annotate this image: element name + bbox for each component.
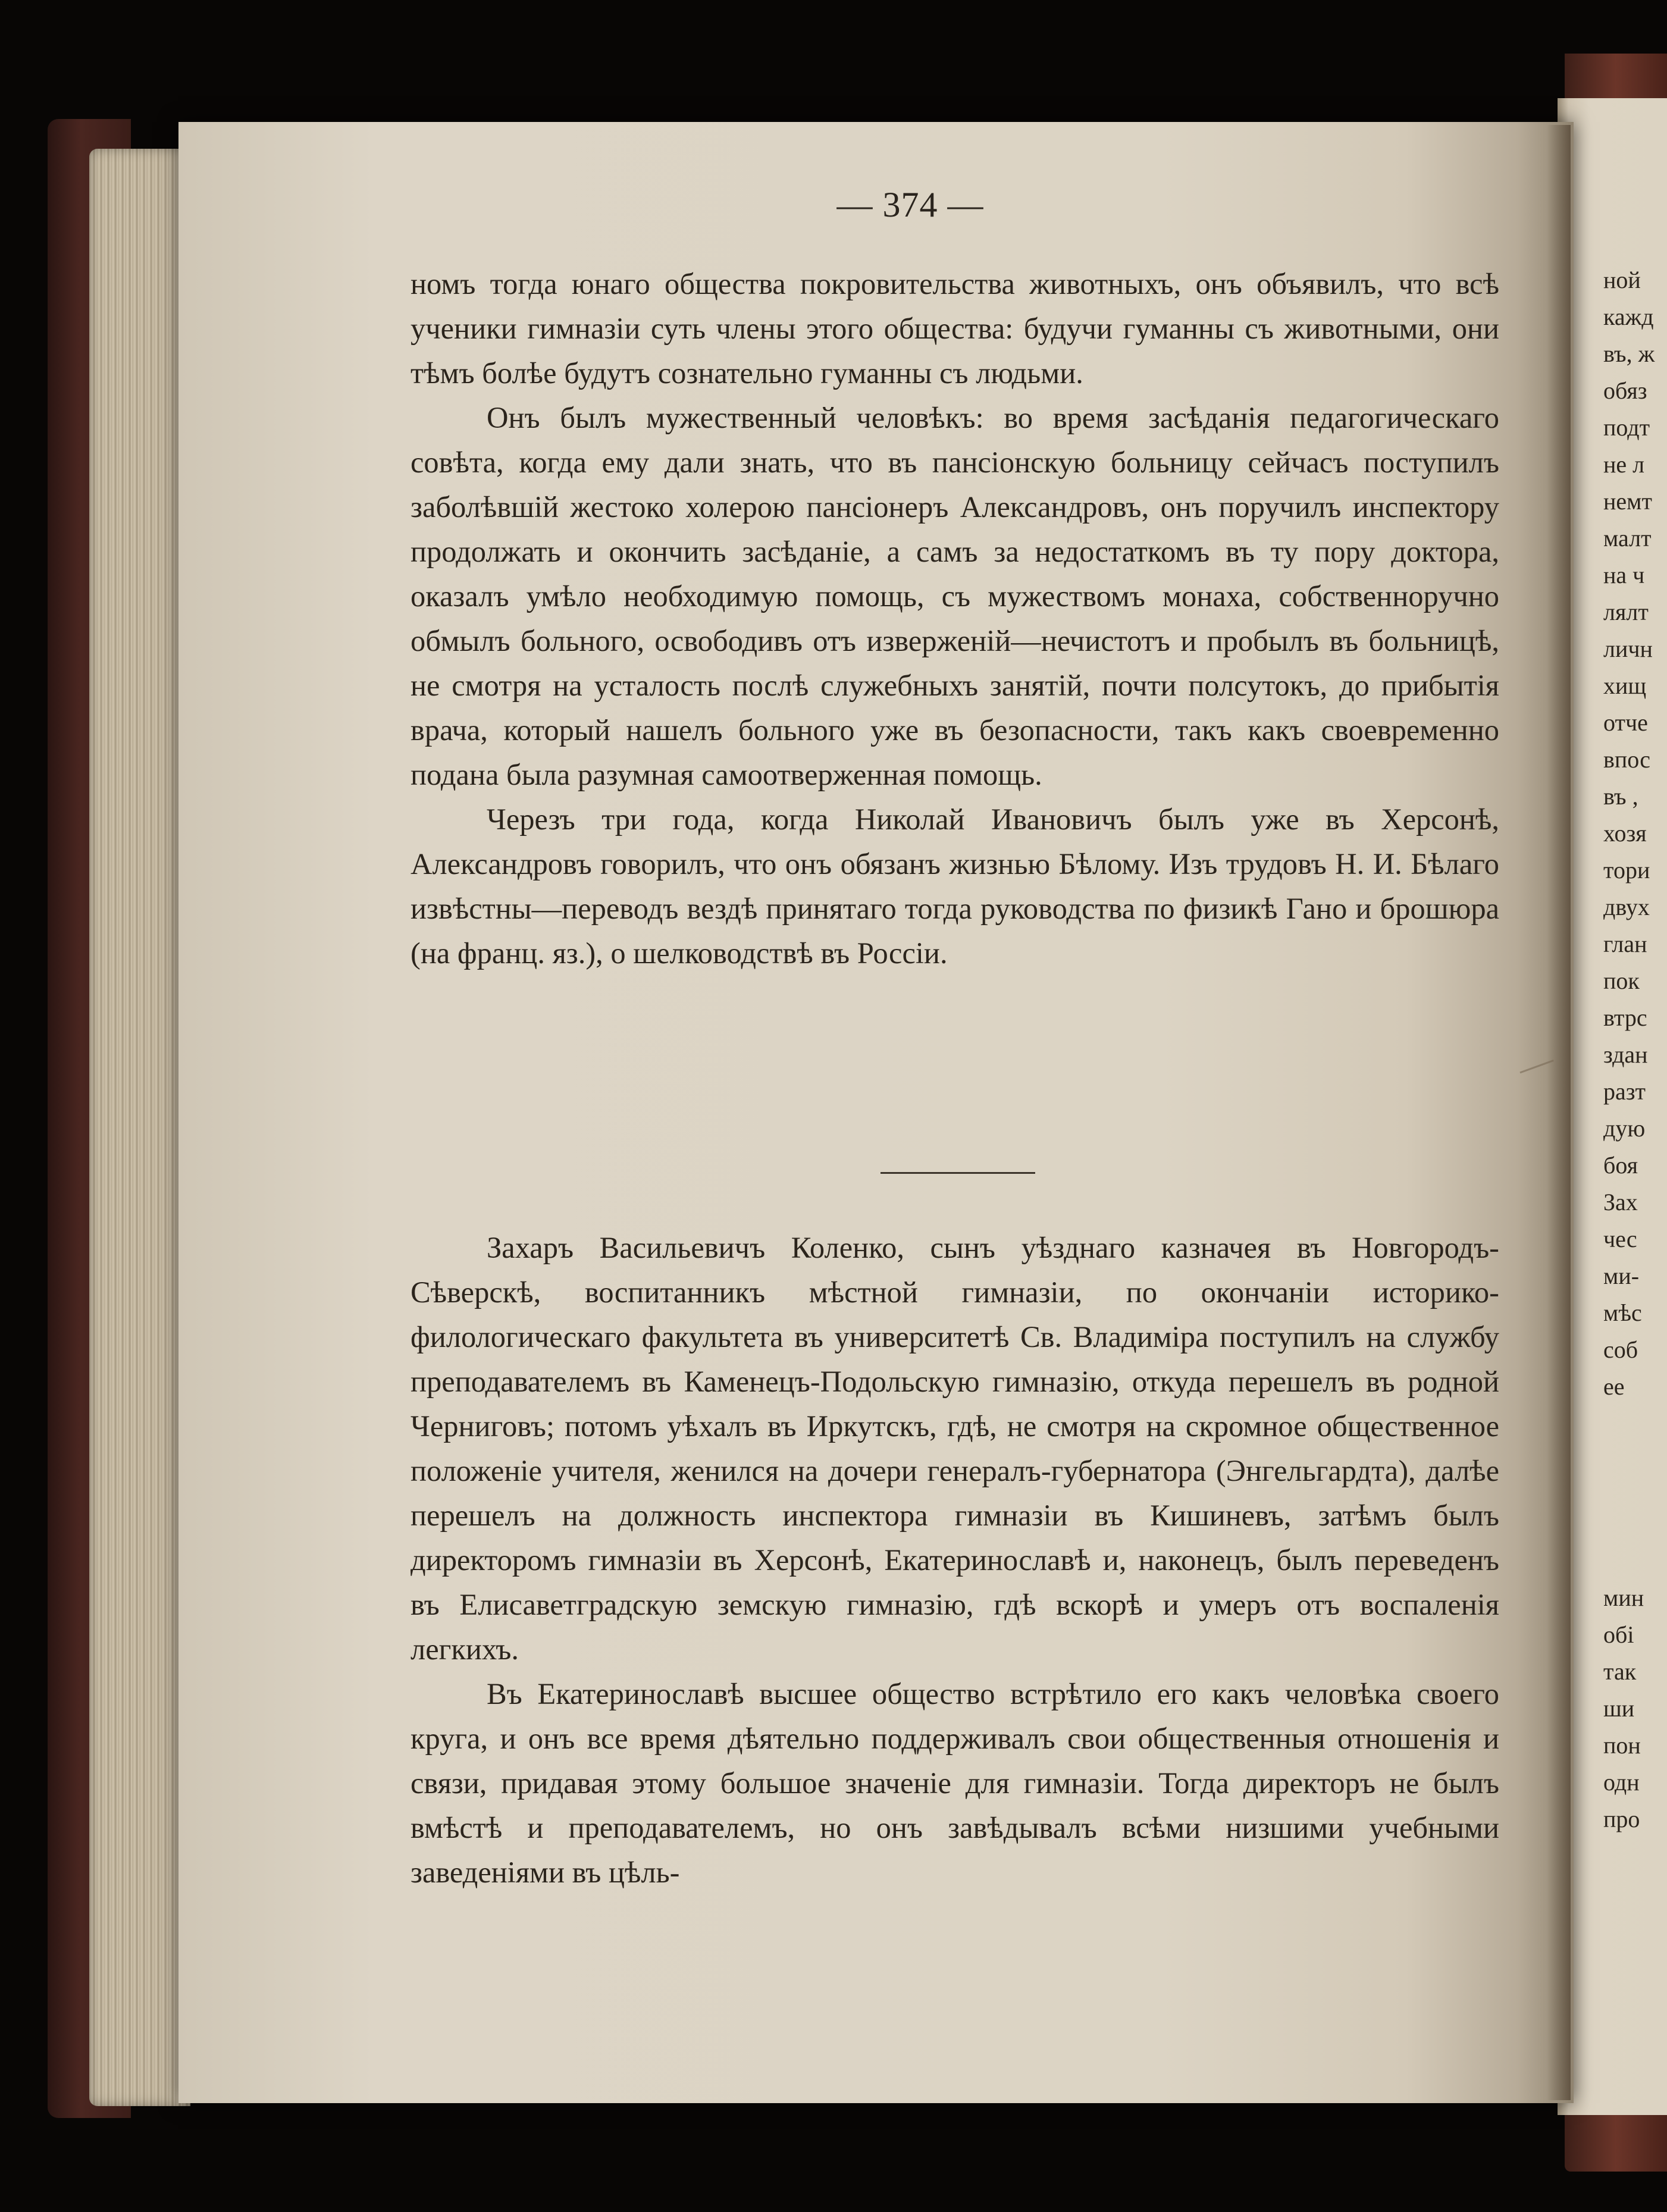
right-page-line: втрс: [1603, 1004, 1647, 1031]
right-page-line: хозя: [1603, 820, 1647, 847]
text-block-2: [411, 1226, 1499, 1895]
right-page-line: лялт: [1603, 599, 1649, 625]
right-page-line: отче: [1603, 709, 1648, 736]
page-edges: [89, 149, 190, 2106]
right-page-text-bottom: [1603, 1580, 1667, 1838]
paragraph: Захаръ Васильевичъ Коленко, сынъ уѣзднаго казначея въ Новгородъ-Сѣверскѣ, воспитанникъ мѣстной гимназіи, по окончаніи историко-филологическаго факультета въ университетѣ Св. Владиміра поступилъ на службу преподавателемъ въ Каменецъ-Подольскую гимназію, откуда перешелъ въ родной Черниговъ; потомъ уѣхалъ въ Иркутскъ, гдѣ, не смотря на скромное общественное положеніе учителя, женился на дочери генералъ-губернатора (Энгельгардта), далѣе перешелъ на должность инспектора гимназіи въ Кишиневъ, затѣмъ былъ директоромъ гимназіи въ Херсонѣ, Екатеринославѣ и, наконецъ, былъ переведенъ въ Елисаветградскую земскую гимназію, гдѣ вскорѣ и умеръ отъ воспаленія легкихъ.: [411, 1231, 1499, 1666]
paragraph: Въ Екатеринославѣ высшее общество встрѣтило его какъ человѣка своего круга, и онъ все время дѣятельно поддерживалъ свои общественныя отношенія и связи, придавая этому большое значеніе для гимназіи. Тогда директоръ не былъ вмѣстѣ и преподавателемъ, но онъ завѣдывалъ всѣми низшими учебными заведеніями въ цѣль-: [411, 1677, 1499, 1889]
right-page-line: подт: [1603, 414, 1650, 441]
paragraph: Черезъ три года, когда Николай Ивановичъ былъ уже въ Херсонѣ, Александровъ говорилъ, что онъ обязанъ жизнью Бѣлому. Изъ трудовъ Н. И. Бѣлаго извѣстны—переводъ вездѣ принятаго тогда руководства по физикѣ Гано и брошюра (на франц. яз.), о шелководствѣ въ Россіи.: [411, 803, 1499, 970]
right-page-line: на ч: [1603, 562, 1645, 588]
right-page-line: глан: [1603, 930, 1647, 957]
right-page-line: ной: [1603, 267, 1641, 293]
right-page-line: обяз: [1603, 377, 1647, 404]
page-gutter-shadow: [1547, 125, 1571, 2100]
right-page-line: хищ: [1603, 672, 1647, 699]
right-page-line: мин: [1603, 1584, 1644, 1611]
right-page-line: впос: [1603, 746, 1651, 773]
right-page-line: двух: [1603, 894, 1650, 920]
right-page-line: дую: [1603, 1115, 1646, 1142]
right-page-line: въ, ж: [1603, 340, 1655, 367]
right-page-line: мѣс: [1603, 1299, 1642, 1326]
right-page-line: здан: [1603, 1041, 1648, 1068]
right-page-line: про: [1603, 1806, 1640, 1832]
text-block-1: [411, 262, 1499, 976]
right-page-line: не л: [1603, 451, 1645, 478]
right-page-line: пок: [1603, 967, 1640, 994]
right-page-line: чес: [1603, 1226, 1637, 1252]
right-page-line: малт: [1603, 525, 1652, 552]
right-page-line: въ ,: [1603, 783, 1638, 810]
page-number: — 374 —: [836, 185, 984, 224]
right-page-line: кажд: [1603, 303, 1654, 330]
right-page-line: личн: [1603, 635, 1653, 662]
right-page-line: разт: [1603, 1078, 1646, 1105]
paragraph: номъ тогда юнаго общества покровительства животныхъ, онъ объявилъ, что всѣ ученики гимназіи суть члены этого общества: будучи гуманны съ животными, они тѣмъ болѣе будутъ сознательно гуманны съ людьми.: [411, 267, 1499, 390]
right-page-line: тори: [1603, 857, 1650, 883]
section-divider: [880, 1172, 1035, 1174]
right-page-line: пон: [1603, 1732, 1641, 1759]
right-page-line: ши: [1603, 1695, 1635, 1722]
right-page-line: боя: [1603, 1152, 1638, 1179]
paragraph: Онъ былъ мужественный человѣкъ: во время засѣданія педагогическаго совѣта, когда ему дали знать, что въ пансіонскую больницу сейчасъ поступилъ заболѣвшій жестоко холерою пансіонеръ Александровъ, онъ поручилъ инспектору продолжать и окончить засѣданіе, а самъ за недостаткомъ въ ту пору доктора, оказалъ умѣло необходимую помощь, съ мужествомъ монаха, собственноручно обмылъ больного, освободивъ отъ изверженій—нечистотъ и пробылъ въ больницѣ, не смотря на усталость послѣ служебныхъ занятій, почти полсутокъ, до прибытія врача, который нашелъ больного уже въ безопасности, такъ какъ своевременно подана была разумная самоотверженная помощь.: [411, 401, 1499, 791]
right-page-line: соб: [1603, 1336, 1638, 1363]
right-page-line: ее: [1603, 1373, 1625, 1400]
right-page-line: одн: [1603, 1769, 1640, 1796]
right-page-text-top: [1603, 262, 1667, 1405]
right-page-line: немт: [1603, 488, 1652, 515]
right-page-line: обі: [1603, 1621, 1634, 1648]
right-page-line: ми-: [1603, 1262, 1640, 1289]
right-page-line: Зах: [1603, 1189, 1638, 1215]
right-page-line: так: [1603, 1658, 1637, 1685]
